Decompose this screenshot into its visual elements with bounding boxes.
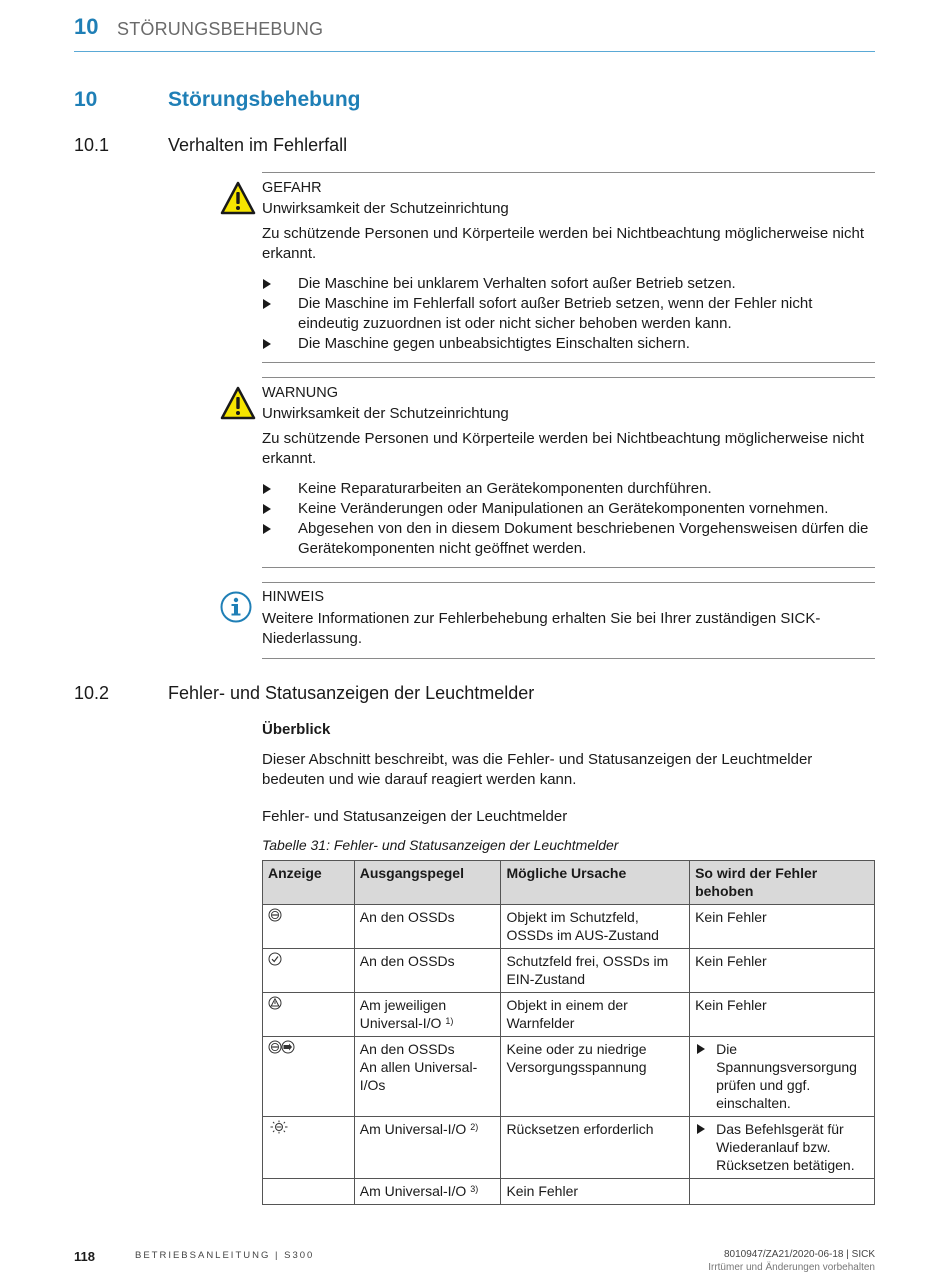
gefahr-text: Zu schützende Personen und Körperteile werden bei Nichtbeachtung möglicherweise nicht erkannt. xyxy=(262,225,865,262)
fix-cell xyxy=(690,1179,875,1205)
list-item: Die Maschine gegen unbeabsichtigtes Einschalten sichern. xyxy=(262,334,875,354)
output-level-cell: An den OSSDs xyxy=(354,949,501,993)
info-icon xyxy=(220,591,252,623)
indicator-cell xyxy=(263,993,355,1037)
list-item: Keine Reparaturarbeiten an Gerätekomponenten durchführen. xyxy=(262,479,875,499)
table-heading: Fehler- und Statusanzeigen der Leuchtmelder xyxy=(262,808,568,825)
overview-text: Dieser Abschnitt beschreibt, was die Fehler- und Statusanzeigen der Leuchtmelder bedeuten und wie darauf reagiert werden kann. xyxy=(262,751,813,788)
output-level-cell: An den OSSDs xyxy=(354,905,501,949)
hinweis-keyword: HINWEIS xyxy=(262,589,325,605)
table-row xyxy=(263,1037,875,1117)
cause-cell: Rücksetzen erforderlich xyxy=(501,1117,690,1179)
gefahr-subtitle: Unwirksamkeit der Schutzeinrichtung xyxy=(262,200,509,217)
supply-voltage-icon xyxy=(268,1040,296,1054)
subsection-2-number: 10.2 xyxy=(74,683,110,703)
table-row xyxy=(263,1179,875,1205)
ossd-off-icon xyxy=(268,908,282,922)
gefahr-bottom-rule xyxy=(262,362,875,363)
indicator-cell xyxy=(263,1037,355,1117)
disclaimer: Irrtümer und Änderungen vorbehalten xyxy=(708,1262,875,1273)
danger-warning-icon xyxy=(220,181,256,215)
status-table xyxy=(262,860,875,1205)
table-caption: Tabelle 31: Fehler- und Statusanzeigen der Leuchtmelder xyxy=(262,837,619,853)
section-number: 10 xyxy=(74,88,98,111)
table-row xyxy=(263,949,875,993)
warning-icon xyxy=(220,386,256,420)
indicator-cell xyxy=(263,1117,355,1179)
page-number: 118 xyxy=(74,1249,95,1264)
overview-heading: Überblick xyxy=(262,721,331,738)
column-header: Mögliche Ursache xyxy=(501,861,690,905)
warning-field-icon xyxy=(268,996,282,1010)
warnung-bullet-list xyxy=(262,479,875,559)
column-header: So wird der Fehler behoben xyxy=(690,861,875,905)
gefahr-keyword: GEFAHR xyxy=(262,180,322,196)
header-chapter-title: STÖRUNGSBEHEBUNG xyxy=(117,19,324,39)
output-level-cell: Am jeweiligen Universal-I/O $^{1)}$ xyxy=(354,993,501,1037)
subsection-1-title: Verhalten im Fehlerfall xyxy=(168,135,348,155)
hinweis-text: Weitere Informationen zur Fehlerbehebung erhalten Sie bei Ihrer zuständigen SICK-Niederlassung. xyxy=(262,610,821,647)
section-title: Störungsbehebung xyxy=(168,88,361,111)
subsection-1-number: 10.1 xyxy=(74,135,110,155)
indicator-cell xyxy=(263,905,355,949)
list-item: Abgesehen von den in diesem Dokument beschriebenen Vorgehensweisen dürfen die Gerätekomponenten nicht geöffnet werden. xyxy=(262,519,875,559)
table-row xyxy=(263,1117,875,1179)
gefahr-bullet-list xyxy=(262,274,875,354)
output-level-cell: An den OSSDs An allen Universal-I/Os xyxy=(354,1037,501,1117)
cause-cell: Schutzfeld frei, OSSDs im EIN-Zustand xyxy=(501,949,690,993)
table-header-row xyxy=(263,861,875,905)
reset-required-icon xyxy=(268,1120,290,1134)
output-level-cell: Am Universal-I/O $^{2)}$ xyxy=(354,1117,501,1179)
cause-cell: Keine oder zu niedrige Versorgungsspannung xyxy=(501,1037,690,1117)
header-chapter-number: 10 xyxy=(74,14,99,39)
fix-cell: Kein Fehler xyxy=(690,949,875,993)
document-title: BETRIEBSANLEITUNG | S300 xyxy=(135,1250,315,1261)
table-row xyxy=(263,905,875,949)
cause-cell: Kein Fehler xyxy=(501,1179,690,1205)
gefahr-top-rule xyxy=(262,172,875,173)
hinweis-top-rule xyxy=(262,582,875,583)
table-row xyxy=(263,993,875,1037)
warnung-bottom-rule xyxy=(262,567,875,568)
list-item: Die Maschine bei unklarem Verhalten sofort außer Betrieb setzen. xyxy=(262,274,875,294)
cause-cell: Objekt im Schutzfeld, OSSDs im AUS-Zustand xyxy=(501,905,690,949)
ossd-on-icon xyxy=(268,952,282,966)
column-header: Ausgangspegel xyxy=(354,861,501,905)
fix-cell: Die Spannungsversorgung prüfen und ggf. einschalten. xyxy=(690,1037,875,1117)
output-level-cell: Am Universal-I/O $^{3)}$ xyxy=(354,1179,501,1205)
subsection-2-title: Fehler- und Statusanzeigen der Leuchtmelder xyxy=(168,683,535,703)
fix-cell: Kein Fehler xyxy=(690,905,875,949)
fix-cell: Kein Fehler xyxy=(690,993,875,1037)
cause-cell: Objekt in einem der Warnfelder xyxy=(501,993,690,1037)
indicator-cell xyxy=(263,949,355,993)
list-item: Die Maschine im Fehlerfall sofort außer Betrieb setzen, wenn der Fehler nicht eindeutig zuzuordnen ist oder nicht sicher behoben werden kann. xyxy=(262,294,875,334)
hinweis-bottom-rule xyxy=(262,658,875,659)
list-item: Keine Veränderungen oder Manipulationen an Gerätekomponenten vornehmen. xyxy=(262,499,875,519)
warnung-text: Zu schützende Personen und Körperteile werden bei Nichtbeachtung möglicherweise nicht erkannt. xyxy=(262,430,865,467)
indicator-cell xyxy=(263,1179,355,1205)
column-header: Anzeige xyxy=(263,861,355,905)
warnung-subtitle: Unwirksamkeit der Schutzeinrichtung xyxy=(262,405,509,422)
warnung-keyword: WARNUNG xyxy=(262,385,338,401)
header-rule xyxy=(74,51,875,52)
fix-cell: Das Befehlsgerät für Wiederanlauf bzw. Rücksetzen betätigen. xyxy=(690,1117,875,1179)
warnung-top-rule xyxy=(262,377,875,378)
document-id: 8010947/ZA21/2020-06-18 | SICK xyxy=(723,1249,875,1260)
